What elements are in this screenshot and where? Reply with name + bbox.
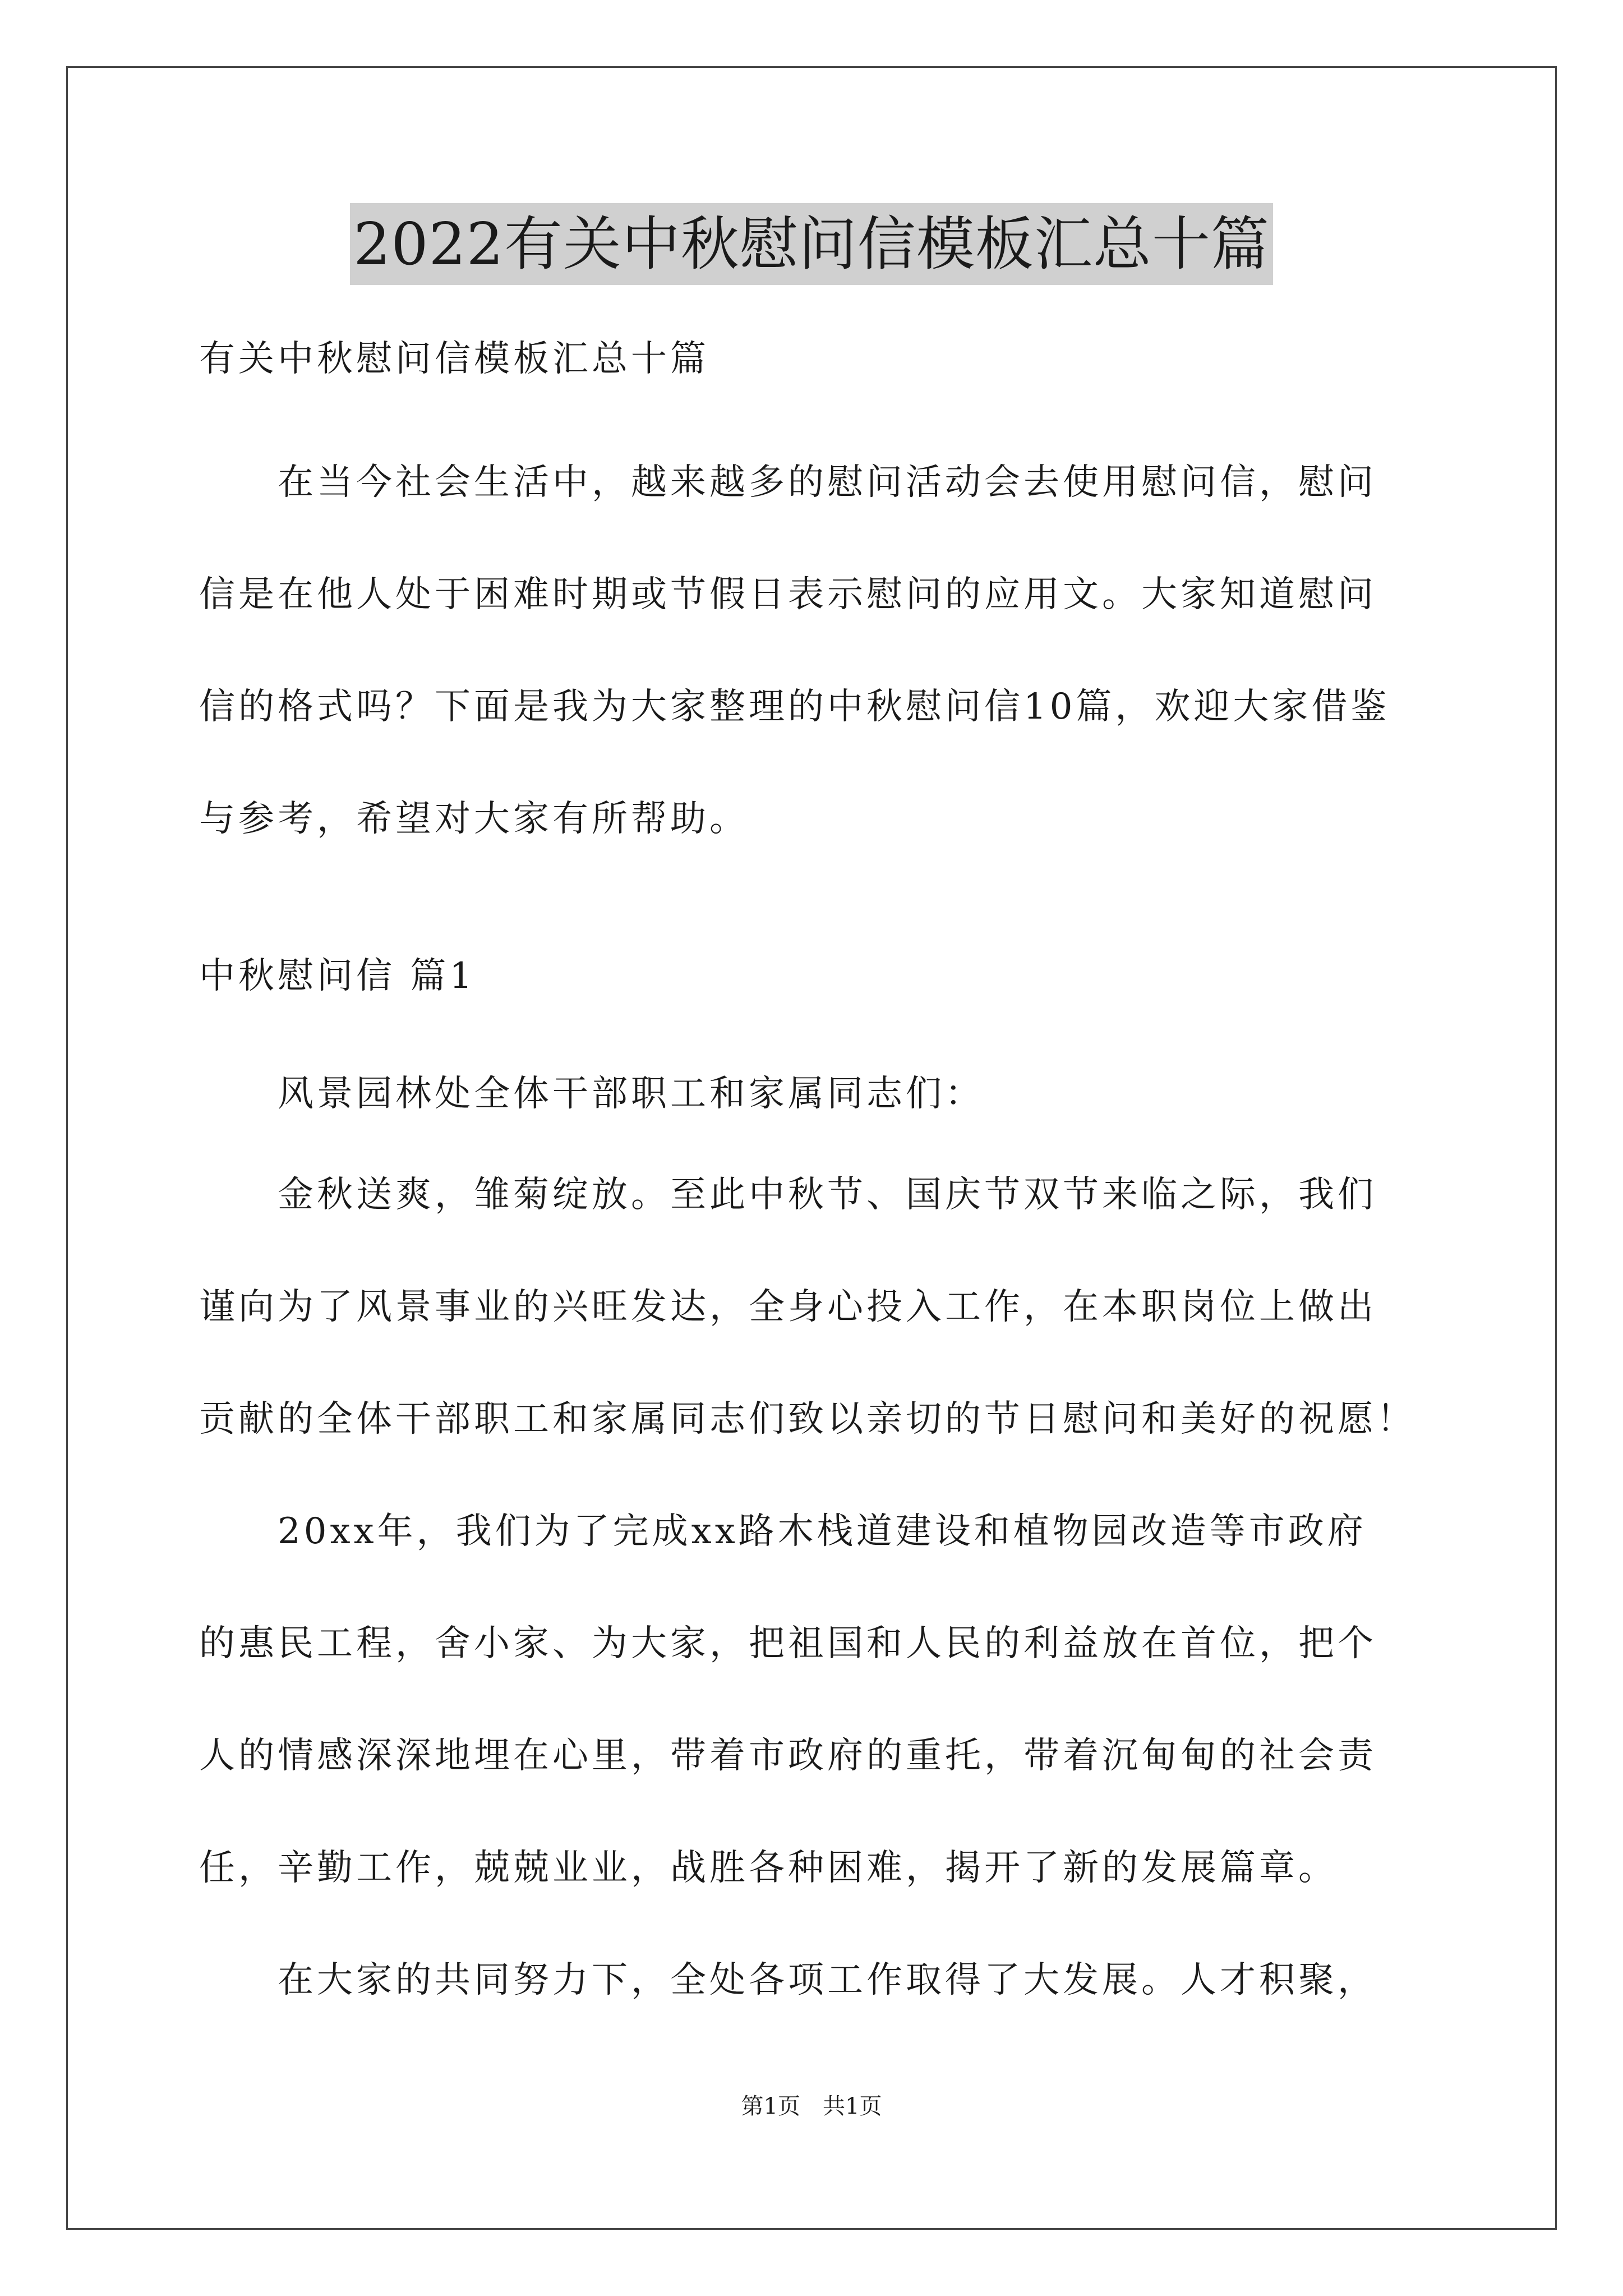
- intro-line: 在当今社会生活中，越来越多的慰问活动会去使用慰问信，慰问: [278, 462, 1377, 503]
- section-heading: 中秋慰问信 篇1: [199, 955, 476, 997]
- body-line: 贡献的全体干部职工和家属同志们致以亲切的节日慰问和美好的祝愿！: [199, 1398, 1416, 1440]
- intro-line: 信的格式吗？下面是我为大家整理的中秋慰问信10篇，欢迎大家借鉴: [199, 686, 1390, 728]
- salutation: 风景园林处全体干部职工和家属同志们：: [278, 1073, 984, 1115]
- intro-line: 与参考，希望对大家有所帮助。: [199, 798, 749, 840]
- document-title: 2022有关中秋慰问信模板汇总十篇: [350, 203, 1273, 285]
- page-footer: 第1页 共1页: [741, 2093, 882, 2119]
- body-line: 的惠民工程，舍小家、为大家，把祖国和人民的利益放在首位，把个: [199, 1623, 1377, 1664]
- body-line: 在大家的共同努力下，全处各项工作取得了大发展。人才积聚，: [278, 1959, 1377, 2001]
- subtitle: 有关中秋慰问信模板汇总十篇: [199, 338, 709, 380]
- title-wrapper: [0, 203, 1623, 285]
- body-line: 谨向为了风景事业的兴旺发达，全身心投入工作，在本职岗位上做出: [199, 1286, 1377, 1328]
- page-border: [66, 66, 1557, 2230]
- intro-line: 信是在他人处于困难时期或节假日表示慰问的应用文。大家知道慰问: [199, 574, 1377, 615]
- body-line: 人的情感深深地埋在心里，带着市政府的重托，带着沉甸甸的社会责: [199, 1735, 1377, 1777]
- body-line: 金秋送爽，雏菊绽放。至此中秋节、国庆节双节来临之际，我们: [278, 1174, 1377, 1216]
- body-line: 任，辛勤工作，兢兢业业，战胜各种困难，揭开了新的发展篇章。: [199, 1847, 1338, 1889]
- body-line: 20xx年，我们为了完成xx路木栈道建设和植物园改造等市政府: [278, 1511, 1367, 1552]
